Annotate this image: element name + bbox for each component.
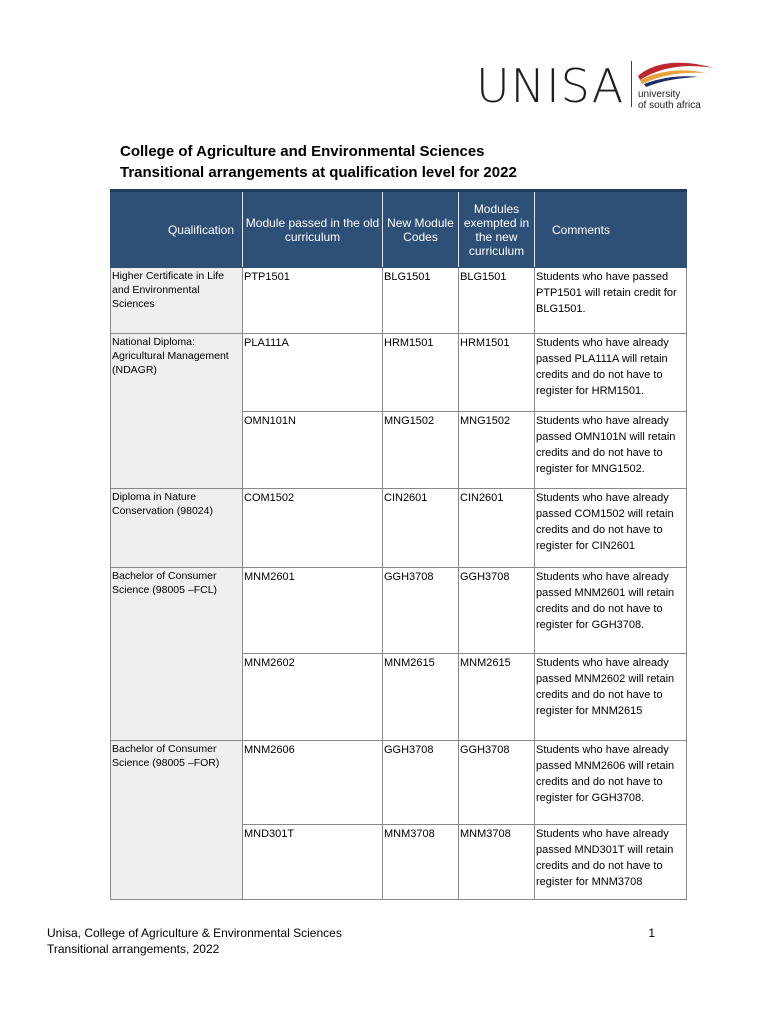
cell-old-module: OMN101N <box>243 412 383 489</box>
cell-new-code: GGH3708 <box>383 741 459 825</box>
table-row <box>111 568 687 654</box>
header-module-passed: Module passed in the old curriculum <box>243 191 383 268</box>
cell-comment: Students who have already passed PLA111A will retain credits and do not have to register for HRM1501. <box>535 334 687 412</box>
cell-comment: Students who have already passed MND301T will retain credits and do not have to register for MNM3708 <box>535 825 687 900</box>
logo-sub-line1: university <box>638 89 681 100</box>
logo-wordmark: UNISA <box>476 59 625 113</box>
logo-sub-line2: of south africa <box>638 100 701 111</box>
cell-old-module: MND301T <box>243 825 383 900</box>
cell-exempted: MNM2615 <box>459 654 535 741</box>
cell-exempted: HRM1501 <box>459 334 535 412</box>
header-exempted: Modules exempted in the new curriculum <box>459 191 535 268</box>
cell-old-module: COM1502 <box>243 489 383 568</box>
document-title <box>120 141 517 183</box>
table-row <box>111 334 687 412</box>
cell-exempted: BLG1501 <box>459 268 535 334</box>
header-qualification: Qualification <box>111 191 243 268</box>
cell-new-code: HRM1501 <box>383 334 459 412</box>
cell-comment: Students who have already passed COM1502 will retain credits and do not have to register for CIN2601 <box>535 489 687 568</box>
page-footer <box>47 925 667 957</box>
cell-comment: Students who have passed PTP1501 will retain credit for BLG1501. <box>535 268 687 334</box>
cell-qualification: National Diploma: Agricultural Management (NDAGR) <box>111 334 243 489</box>
cell-qualification: Diploma in Nature Conservation (98024) <box>111 489 243 568</box>
cell-new-code: MNM2615 <box>383 654 459 741</box>
table-header-row <box>111 191 687 268</box>
header-new-codes: New Module Codes <box>383 191 459 268</box>
table-row <box>111 268 687 334</box>
cell-old-module: MNM2606 <box>243 741 383 825</box>
unisa-logo <box>476 56 716 116</box>
footer-line-1: Unisa, College of Agriculture & Environmental Sciences <box>47 926 342 940</box>
cell-exempted: MNM3708 <box>459 825 535 900</box>
cell-new-code: MNG1502 <box>383 412 459 489</box>
cell-new-code: CIN2601 <box>383 489 459 568</box>
cell-exempted: GGH3708 <box>459 741 535 825</box>
cell-new-code: BLG1501 <box>383 268 459 334</box>
table-row <box>111 741 687 825</box>
cell-new-code: GGH3708 <box>383 568 459 654</box>
cell-old-module: MNM2601 <box>243 568 383 654</box>
logo-divider <box>631 61 632 107</box>
cell-new-code: MNM3708 <box>383 825 459 900</box>
table-row <box>111 489 687 568</box>
title-line-2: Transitional arrangements at qualification level for 2022 <box>120 164 517 181</box>
cell-exempted: MNG1502 <box>459 412 535 489</box>
transitional-arrangements-table <box>110 189 687 900</box>
header-comments: Comments <box>535 191 687 268</box>
cell-old-module: PTP1501 <box>243 268 383 334</box>
cell-comment: Students who have already passed MNM2606 will retain credits and do not have to register for GGH3708. <box>535 741 687 825</box>
logo-subtitle <box>638 89 701 111</box>
cell-comment: Students who have already passed MNM2601 will retain credits and do not have to register for GGH3708. <box>535 568 687 654</box>
cell-exempted: GGH3708 <box>459 568 535 654</box>
cell-old-module: MNM2602 <box>243 654 383 741</box>
footer-line-2: Transitional arrangements, 2022 <box>47 942 220 956</box>
cell-qualification: Bachelor of Consumer Science (98005 –FCL) <box>111 568 243 741</box>
logo-swoosh-icon <box>636 58 716 88</box>
cell-qualification: Bachelor of Consumer Science (98005 –FOR) <box>111 741 243 900</box>
cell-exempted: CIN2601 <box>459 489 535 568</box>
cell-old-module: PLA111A <box>243 334 383 412</box>
cell-qualification: Higher Certificate in Life and Environmental Sciences <box>111 268 243 334</box>
cell-comment: Students who have already passed MNM2602 will retain credits and do not have to register for MNM2615 <box>535 654 687 741</box>
title-line-1: College of Agriculture and Environmental Sciences <box>120 143 485 160</box>
cell-comment: Students who have already passed OMN101N will retain credits and do not have to register for MNG1502. <box>535 412 687 489</box>
page-number: 1 <box>648 926 655 940</box>
